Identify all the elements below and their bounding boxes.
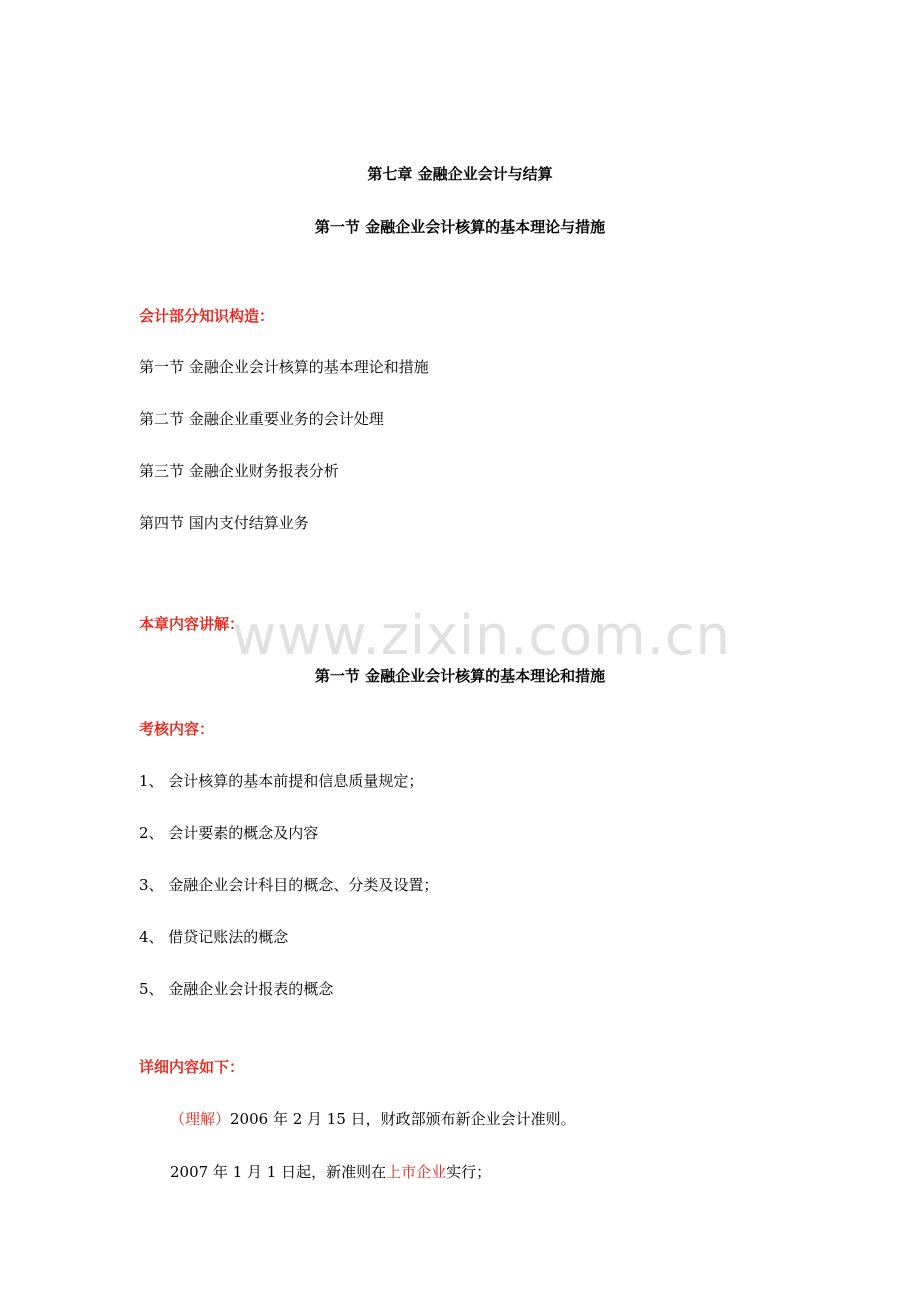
- paragraph-2-before: 2007 年 1 月 1 日起，新准则在: [170, 1163, 387, 1181]
- assessment-item: 2、 会计要素的概念及内容: [139, 824, 319, 842]
- assessment-heading: 考核内容：: [139, 720, 215, 738]
- structure-item: 第二节 金融企业重要业务的会计处理: [139, 410, 384, 428]
- structure-item: 第一节 金融企业会计核算的基本理论和措施: [139, 358, 429, 376]
- assessment-item: 1、 会计核算的基本前提和信息质量规定；: [139, 772, 424, 790]
- understanding-tag: （理解）: [170, 1110, 231, 1128]
- assessment-item: 3、 金融企业会计科目的概念、分类及设置；: [139, 876, 439, 894]
- paragraph-understanding: [170, 1109, 576, 1129]
- paragraph-1-text: 2006 年 2 月 15 日，财政部颁布新企业会计准则。: [230, 1110, 576, 1128]
- chapter-content-heading: 本章内容讲解：: [139, 615, 245, 633]
- assessment-item: 5、 金融企业会计报表的概念: [139, 980, 334, 998]
- watermark: www.zixin.com.cn: [232, 604, 731, 667]
- structure-item: 第三节 金融企业财务报表分析: [139, 462, 339, 480]
- structure-heading: 会计部分知识构造：: [139, 307, 275, 325]
- chapter-title: 第七章 金融企业会计与结算: [367, 165, 553, 183]
- section-title: 第一节 金融企业会计核算的基本理论与措施: [314, 218, 606, 236]
- listed-company-highlight: 上市企业: [386, 1163, 447, 1181]
- details-heading: 详细内容如下：: [139, 1058, 245, 1076]
- structure-item: 第四节 国内支付结算业务: [139, 514, 309, 532]
- section-title-2: 第一节 金融企业会计核算的基本理论和措施: [314, 667, 606, 685]
- paragraph-2-after: 实行；: [446, 1163, 492, 1181]
- paragraph-implementation: [170, 1162, 491, 1182]
- assessment-item: 4、 借贷记账法的概念: [139, 928, 289, 946]
